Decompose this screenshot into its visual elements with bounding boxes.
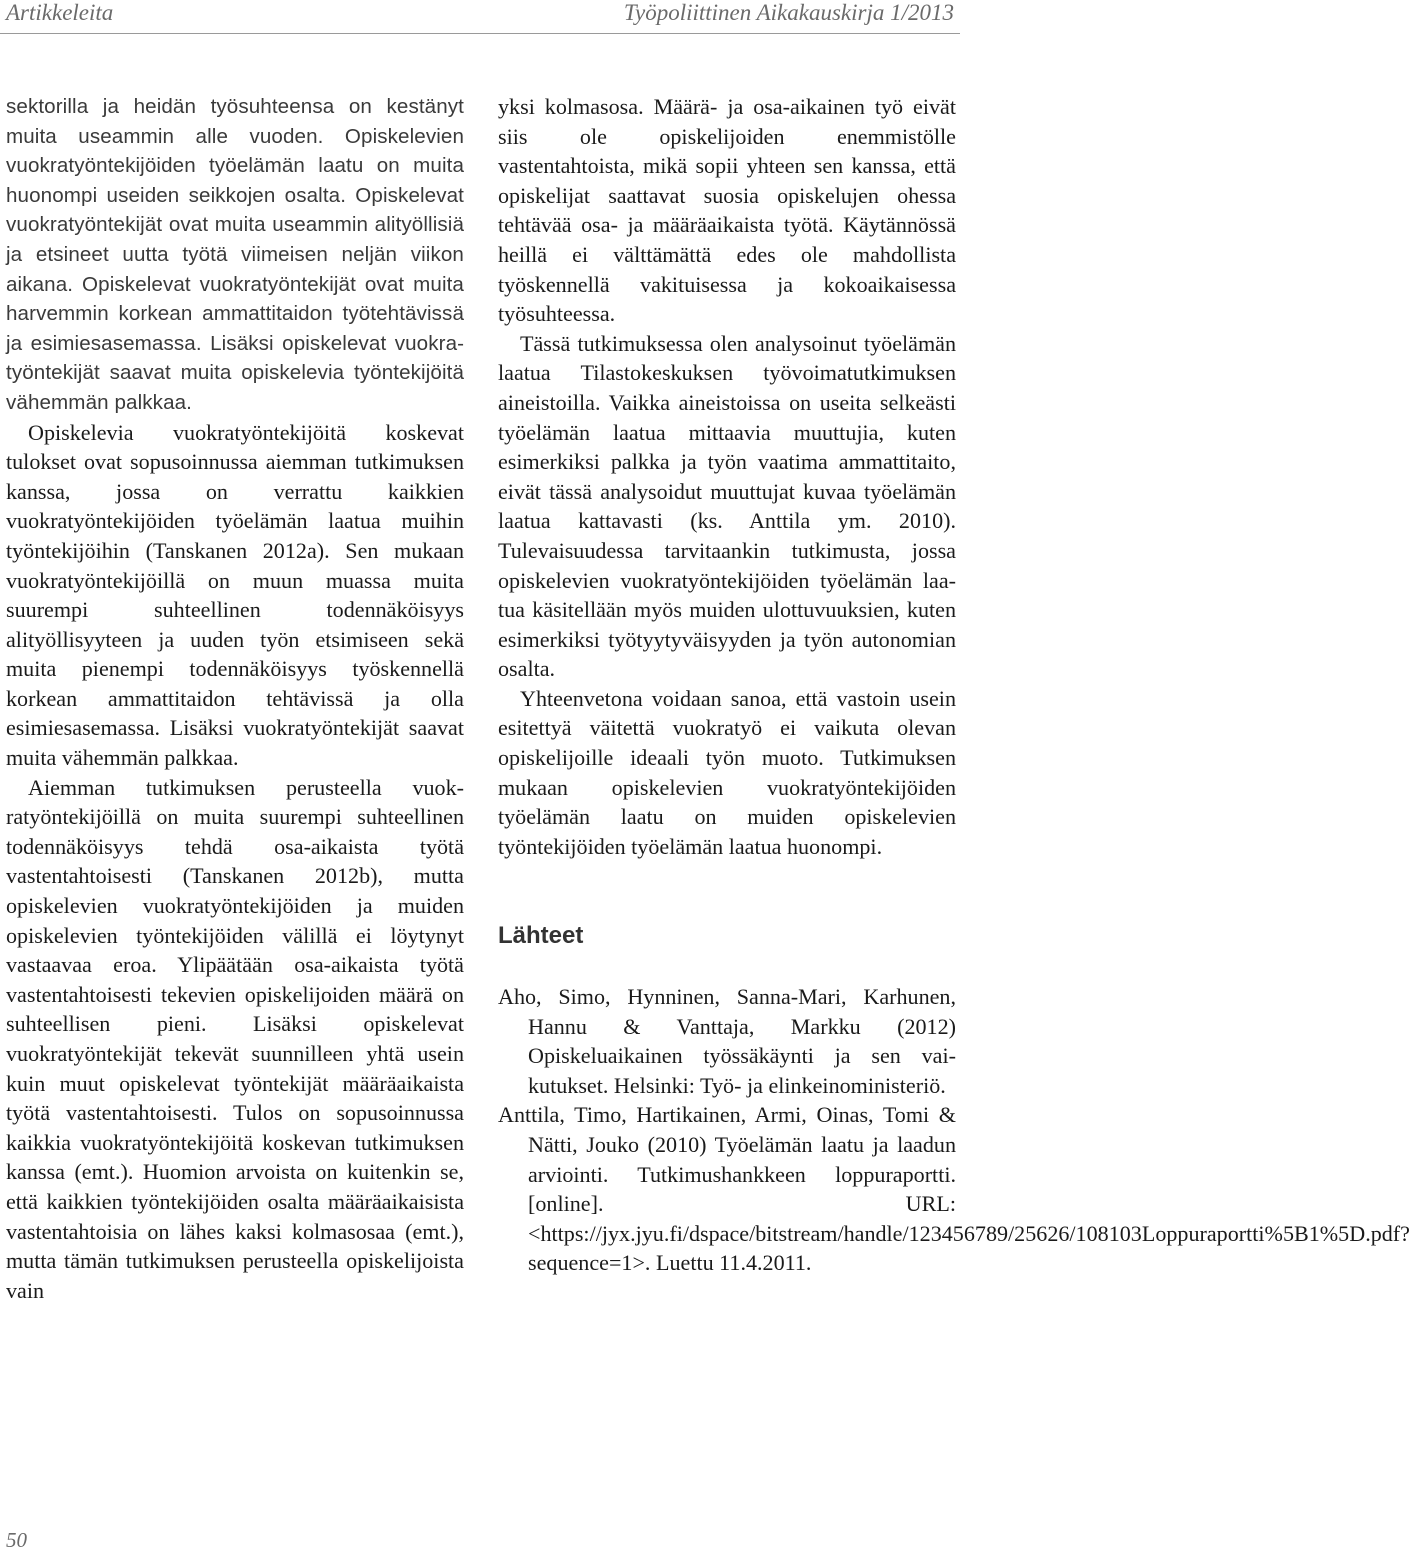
journal-title: Työpoliittinen Aikakauskirja 1/2013 bbox=[623, 0, 954, 25]
section-label: Artikkeleita bbox=[6, 0, 114, 25]
body-paragraph: Tässä tutkimuksessa olen analysoinut työelämän laatua Tilastokeskuksen työvoimatutkimuksen aineistoilla. Vaikka aineistoissa on useita selkeästi työelämän laatua mittaavia muuttujia, kuten esimerkiksi palkka ja työn vaatima ammattitaito, eivät tässä analysoidut muuttujat kuvaa työelämän laatua kattavasti (ks. Anttila ym. 2010). Tulevaisuudessa tarvitaankin tutkimusta, jossa opiskelevien vuokratyöntekijöiden työelämän laatua käsitellään myös muiden ulottuvuuksien, kuten esimerkiksi työtyytyväisyyden ja työn autonomian osalta. bbox=[498, 330, 956, 682]
body-paragraph: Aiemman tutkimuksen perusteella vuokratyöntekijöillä on muita suurempi suhteellinen todennäköisyys tehdä osa-aikaista työtä vastentahtoisesti (Tanskanen 2012b), mutta opiskelevien vuokratyöntekijöiden ja muiden opiskelevien työntekijöiden välillä ei löytynyt vastaavaa eroa. Ylipäätään osa-aikaista työtä vastentahtoisesti tekevien opiskelijoiden määrä on suhteellisen pieni. Lisäksi opiskelevat vuokratyöntekijät tekevät suunnilleen yhtä usein kuin muut opiskelevat työntekijät määräaikaista työtä vastentahtoisesti. Tulos on sopusoinnussa kaikkia vuokratyöntekijöitä koskevan tutkimuksen kanssa (emt.). Huomion arvoista on kuitenkin se, että kaikkien työntekijöiden osalta määräaikaisista vastentahtoisia on lähes kaksi kolmasosaa (emt.), mutta tämän tutkimuksen perusteella opiskelijoista vain bbox=[6, 774, 464, 1303]
header-divider bbox=[0, 33, 960, 34]
page-number: 50 bbox=[6, 1528, 27, 1552]
left-column bbox=[6, 92, 464, 1305]
body-paragraph: Yhteenvetona voidaan sanoa, että vastoin usein esitettyä väitettä vuokratyö ei vaikuta olevan opiskelijoille ideaali työn muoto. Tutkimuksen mukaan opiskelevien vuokratyöntekijöiden työelämän laatu on muiden opiskelevien työntekijöiden työelämän laatua huonompi. bbox=[498, 685, 956, 859]
reference-item: Anttila, Timo, Hartikainen, Armi, Oinas, Tomi & Nätti, Jouko (2010) Työelämän laatu ja laadun arviointi. Tutkimushankkeen loppuraportti. [online]. URL: <https://jyx.jyu.fi/dspace/bitstream/handle/123456789/25626/108103Loppuraportti%5B1%5D.pdf?sequence=1>. Luettu 11.4.2011. bbox=[498, 1102, 1410, 1276]
reference-item: Aho, Simo, Hynninen, Sanna-Mari, Karhunen, Hannu & Vanttaja, Markku (2012) Opiskeluaikainen työssäkäynti ja sen vaikutukset. Helsinki: Työ- ja elinkeinoministeriö. bbox=[498, 984, 956, 1098]
references-heading: Lähteet bbox=[498, 922, 584, 950]
body-paragraph: Opiskelevia vuokratyöntekijöitä koskevat tulokset ovat sopusoinnussa aiemman tutkimuksen kanssa, jossa on verrattu kaikkien vuokratyöntekijöiden työelämän laatua muihin työntekijöihin (Tanskanen 2012a). Sen mukaan vuokratyöntekijöillä on muun muassa muita suurempi suhteellinen todennäköisyys alityöllisyyteen ja uuden työn etsimiseen sekä muita pienempi todennäköisyys työskennellä korkean ammattitaidon tehtävissä ja olla esimiesasemassa. Lisäksi vuokratyöntekijät saavat muita vähemmän palkkaa. bbox=[6, 419, 464, 771]
body-paragraph: yksi kolmasosa. Määrä- ja osa-aikainen työ eivät siis ole opiskelijoiden enemmistölle vastentahtoista, mikä sopii yhteen sen kanssa, että opiskelijat saattavat suosia opiskelujen ohessa tehtävää osa- ja määräaikaista työtä. Käytännössä heillä ei välttämättä edes ole mahdollista työskennellä vakituisessa ja kokoaikaisessa työsuhteessa. bbox=[498, 94, 956, 327]
right-column bbox=[498, 92, 1410, 1278]
summary-paragraph: sektorilla ja heidän työsuhteensa on kestänyt muita useammin alle vuoden. Opiskelevien vuokratyöntekijöiden työelämän laatu on muita huonompi useiden seikkojen osalta. Opiskelevat vuokratyöntekijät ovat muita useammin alityöllisiä ja etsineet uutta työtä viimeisen neljän viikon aikana. Opiskelevat vuokratyöntekijät ovat muita harvemmin korkean ammattitaidon työtehtävissä ja esimiesasemassa. Lisäksi opiskelevat vuokratyöntekijät saavat muita opiskelevia työntekijöitä vähemmän palkkaa. bbox=[6, 95, 464, 414]
